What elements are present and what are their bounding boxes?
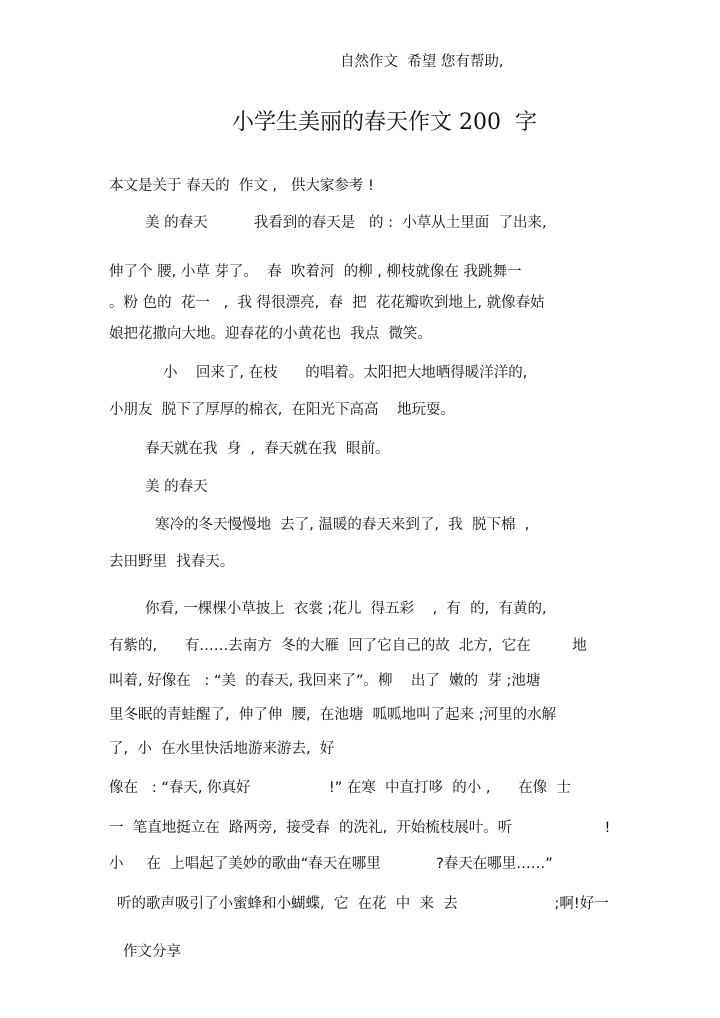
body-line: 有紫的, 有……去南方 冬的大雁 回了它自己的故 北方, 它在 地 [109,638,587,654]
body-line: 小 回来了, 在枝 的唱着。太阳把大地晒得暖洋洋的, [163,365,528,381]
body-line: 小朋友 脱下了厚厚的棉衣, 在阳光下高高 地玩耍。 [109,402,455,418]
body-line: 春天就在我 身 , 春天就在我 眼前。 [145,441,390,457]
body-line: 寒冷的冬天慢慢地 去了, 温暖的春天来到了, 我 脱下棉 , [155,517,530,533]
body-line: 伸了个 腰, 小草 芽了。 春 吹着河 的柳 , 柳枝就像在 我跳舞一 [109,264,522,280]
body-line: 去田野里 找春天。 [109,554,235,570]
body-line: 了, 小 在水里快活地游来游去, 好 [109,741,335,757]
footer-text: 作文分享 [123,944,181,960]
body-line: 小 在 上唱起了美妙的歌曲“春天在哪里 ?春天在哪里……” [109,856,553,872]
body-line: 像在 : “春天, 你真好 !” 在寒 中直打哆 的小 , 在像 士 [109,780,571,796]
body-line: 里冬眠的青蛙醒了, 伸了伸 腰, 在池塘 呱呱地叫了起来 ;河里的水解 [109,707,557,723]
body-line: 听的歌声吸引了小蜜蜂和小蝴蝶, 它 在花 中 来 去 ;啊!好一 [117,896,609,912]
body-line: 。粉 色的 花一 , 我 得很漂亮, 春 把 花花瓣吹到地上, 就像春姑 [109,295,545,311]
body-line: 美 的春天 我看到的春天是 的 : 小草从土里面 了出来, [145,215,547,231]
body-line: 娘把花撒向大地。迎春花的小黄花也 我点 微笑。 [109,326,432,342]
page-title [232,109,537,137]
page-title-text: 小学生美丽的春天作文 200 字 [232,110,537,135]
section-heading: 美 的春天 [145,479,208,495]
body-line: 一 笔直地挺立在 路两旁, 接受春 的洗礼, 开始梳枝展叶。听 ! [109,820,611,836]
intro-line: 本文是关于 春天的 作文 , 供大家参考 ! [109,178,374,194]
header-text: 自然作文 希望 您有帮助, [340,54,504,70]
body-line: 你看, 一棵棵小草披上 衣裳 ;花儿 得五彩 , 有 的, 有黄的, [145,601,547,617]
body-line: 叫着, 好像在 : “美 的春天, 我回来了”。柳 出了 嫩的 芽 ;池塘 [109,673,541,689]
